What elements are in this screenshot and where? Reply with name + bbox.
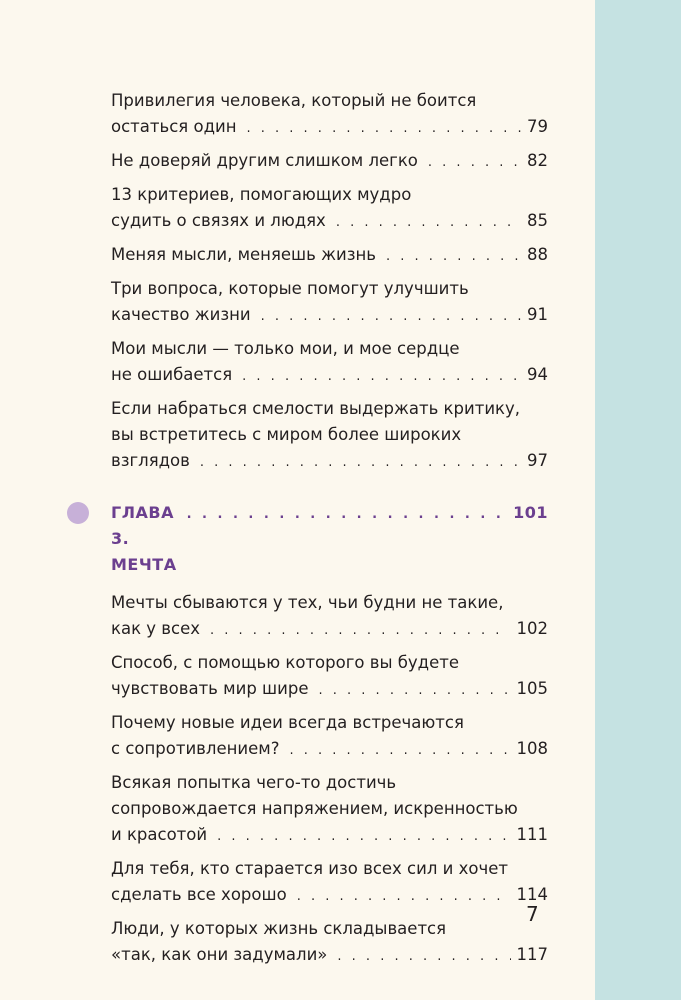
entry-last-line [111, 736, 548, 764]
entry-page-number: 111 [516, 825, 548, 844]
entry-title-line: и красотой [111, 825, 208, 844]
entry-title-line: вы встретитесь с миром более широких [111, 425, 462, 444]
entry-page-number: 82 [527, 151, 548, 170]
toc-entries-before [111, 88, 548, 476]
toc-entry[interactable] [111, 770, 548, 850]
entry-title-line: Привилегия человека, который не боится [111, 91, 477, 110]
entry-last-line [111, 114, 548, 142]
toc-entry[interactable] [111, 590, 548, 644]
toc-entry[interactable] [111, 242, 548, 270]
entry-last-line [111, 302, 548, 330]
dot-leader [297, 884, 511, 910]
entry-last-line [111, 242, 548, 270]
dot-leader [210, 618, 510, 644]
entry-page-number: 97 [527, 451, 548, 470]
dot-leader [261, 304, 521, 330]
dot-leader [246, 116, 521, 142]
entry-page-number: 117 [516, 945, 548, 964]
entry-title-line: Почему новые идеи всегда встречаются [111, 713, 464, 732]
dot-leader [200, 450, 521, 476]
entry-title-line: не ошибается [111, 365, 233, 384]
entry-title-line: «так, как они задумали» [111, 945, 328, 964]
entry-title-line: с сопротивлением? [111, 739, 280, 758]
entry-title-line: Если набраться смелости выдержать критику, [111, 399, 521, 418]
dot-leader [336, 210, 521, 236]
toc-entry[interactable] [111, 336, 548, 390]
dot-leader [428, 150, 521, 176]
entry-title-line: Мечты сбываются у тех, чьи будни не такие, [111, 593, 504, 612]
entry-title-line: Мои мысли — только мои, и мое сердце [111, 339, 460, 358]
entry-title-line: Меняя мысли, меняешь жизнь [111, 245, 376, 264]
entry-title-line: Для тебя, кто старается изо всех сил и хочет [111, 859, 508, 878]
entry-page-number: 85 [527, 211, 548, 230]
toc-entry[interactable] [111, 856, 548, 910]
entry-page-number: 114 [516, 885, 548, 904]
entry-last-line [111, 208, 548, 236]
entry-title-line: чувствовать мир шире [111, 679, 309, 698]
entry-last-line [111, 362, 548, 390]
entry-last-line [111, 942, 548, 970]
entry-page-number: 91 [527, 305, 548, 324]
entry-title-line: Способ, с помощью которого вы будете [111, 653, 459, 672]
toc-entry[interactable] [111, 182, 548, 236]
toc-entry[interactable] [111, 396, 548, 476]
entry-page-number: 108 [516, 739, 548, 758]
entry-title-line: как у всех [111, 619, 201, 638]
entry-last-line [111, 448, 548, 476]
chapter-heading[interactable] [111, 500, 548, 578]
entry-last-line [111, 822, 548, 850]
entry-title-line: Не доверяй другим слишком легко [111, 151, 418, 170]
entry-title-line: качество жизни [111, 305, 251, 324]
dot-leader [242, 364, 521, 390]
chapter-bullet-icon [67, 502, 89, 524]
entry-title-line: Три вопроса, которые помогут улучшить [111, 279, 469, 298]
entry-title-line: сопровождается напряжением, искренностью [111, 799, 518, 818]
entry-title-line: взглядов [111, 451, 190, 470]
entry-title-line: судить о связях и людях [111, 211, 326, 230]
entry-page-number: 79 [527, 117, 548, 136]
toc-entry[interactable] [111, 710, 548, 764]
entry-last-line [111, 882, 548, 910]
entry-title-line: остаться один [111, 117, 237, 136]
toc-entry[interactable] [111, 276, 548, 330]
toc-entry[interactable] [111, 916, 548, 970]
toc-entry[interactable] [111, 88, 548, 142]
entry-title-line: Всякая попытка чего-то достичь [111, 773, 397, 792]
entry-page-number: 94 [527, 365, 548, 384]
side-color-band [595, 0, 681, 1000]
dot-leader [386, 244, 521, 270]
entry-page-number: 102 [516, 619, 548, 638]
entry-last-line [111, 676, 548, 704]
dot-leader [337, 944, 510, 970]
entry-title-line: сделать все хорошо [111, 885, 287, 904]
entry-last-line [111, 148, 548, 176]
toc-entries-after [111, 590, 548, 970]
entry-last-line [111, 616, 548, 644]
chapter-title: ГЛАВА 3. МЕЧТА [111, 503, 177, 574]
toc-entry[interactable] [111, 148, 548, 176]
page-number: 7 [526, 902, 539, 926]
toc-entry[interactable] [111, 650, 548, 704]
dot-leader [187, 502, 506, 528]
entry-page-number: 88 [527, 245, 548, 264]
dot-leader [319, 678, 511, 704]
entry-title-line: Люди, у которых жизнь складывается [111, 919, 447, 938]
entry-title-line: 13 критериев, помогающих мудро [111, 185, 412, 204]
dot-leader [289, 738, 510, 764]
table-of-contents [111, 88, 548, 976]
chapter-page: 101 [513, 503, 548, 522]
entry-page-number: 105 [516, 679, 548, 698]
dot-leader [217, 824, 510, 850]
